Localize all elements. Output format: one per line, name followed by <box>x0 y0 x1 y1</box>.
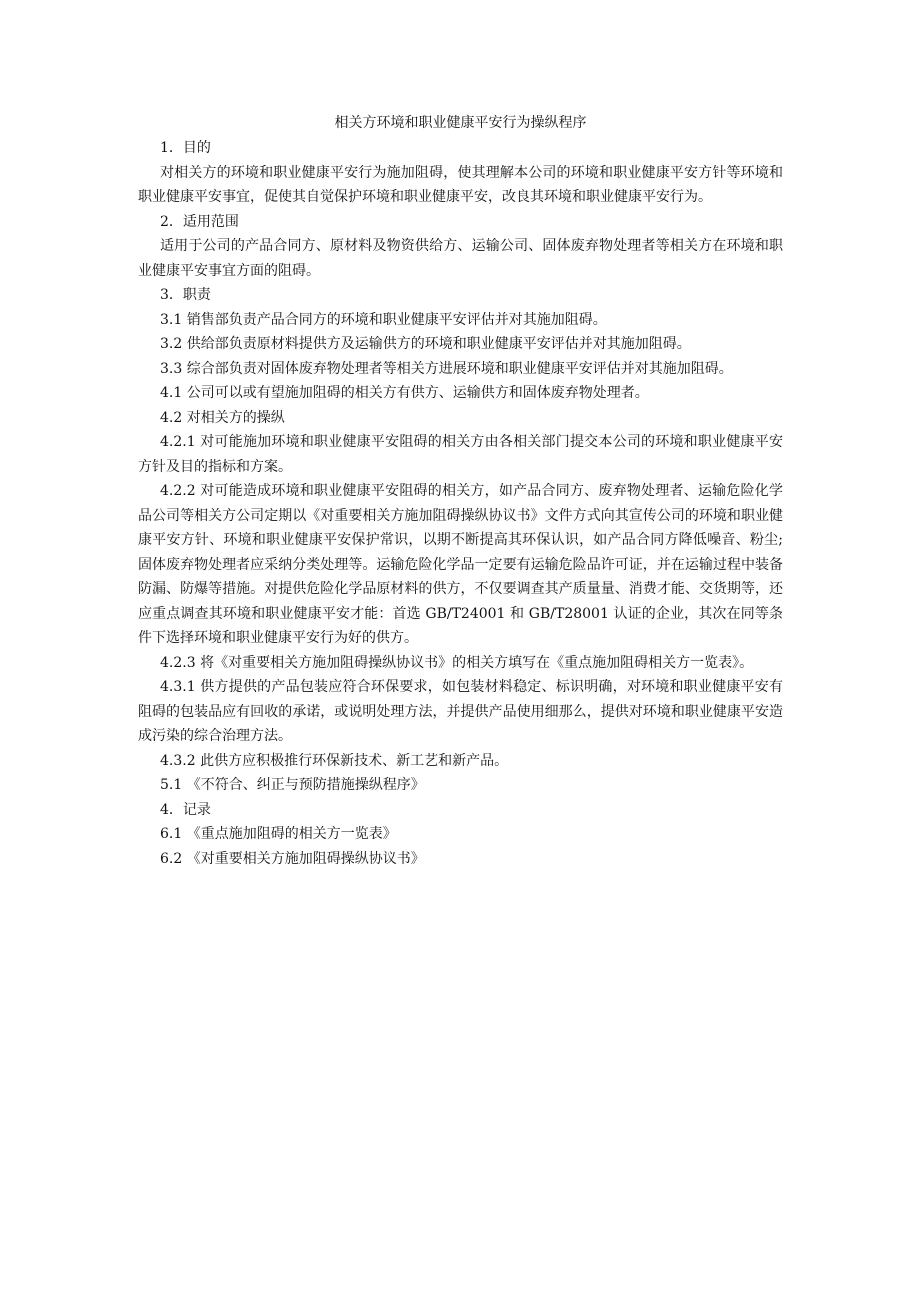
clause-5-1: 5.1 《不符合、纠正与预防措施操纵程序》 <box>160 777 425 793</box>
document-title: 相关方环境和职业健康平安行为操纵程序 <box>334 115 587 131</box>
clause-4-2-2: 4.2.2 对可能造成环境和职业健康平安阻碍的相关方，如产品合同方、废弃物处理者、运输危险化学品公司等相关方公司定期以《对重要相关方施加阻碍操纵协议书》文件方式向其宣传公司的环境和职业健康平安方针、环境和职业健康平安保护常识，以期不断提高其环保认识，如产品合同方降低噪音、粉尘; 固体废弃物处理者应采纳分类处理等。运输危险化学品一定要有运输危险品许可证，并在运输过程中装备防漏、防爆等措施。对提供危险化学品原材料的供方，不仅要调查其产质量量、消费才能、交货期等，还应重点调查其环境和职业健康平安才能：首选 GB/T24001 和 GB/T28001 认证的企业，其次在同等条件下选择环境和职业健康平安行为好的供方。 <box>138 483 783 646</box>
section-heading-responsibilities: 3．职责 <box>160 287 211 303</box>
clause-3-1: 3.1 销售部负责产品合同方的环境和职业健康平安评估并对其施加阻碍。 <box>160 311 607 328</box>
clause-4-2: 4.2 对相关方的操纵 <box>160 409 285 426</box>
record-6-1: 6.1 《重点施加阻碍的相关方一览表》 <box>160 826 397 842</box>
section-heading-purpose: 1．目的 <box>160 140 211 156</box>
clause-3-3: 3.3 综合部负责对固体废弃物处理者等相关方进展环境和职业健康平安评估并对其施加阻碍。 <box>160 360 733 377</box>
clause-4-2-3: 4.2.3 将《对重要相关方施加阻碍操纵协议书》的相关方填写在《重点施加阻碍相关方一览表》。 <box>160 654 754 671</box>
clause-4-1: 4.1 公司可以或有望施加阻碍的相关方有供方、运输供方和固体废弃物处理者。 <box>160 385 649 401</box>
clause-4-2-1: 4.2.1 对可能施加环境和职业健康平安阻碍的相关方由各相关部门提交本公司的环境和职业健康平安方针及目的指标和方案。 <box>138 434 783 475</box>
record-6-2: 6.2 《对重要相关方施加阻碍操纵协议书》 <box>160 850 425 867</box>
clause-4-3-1: 4.3.1 供方提供的产品包装应符合环保要求，如包装材料稳定、标识明确，对环境和职业健康平安有阻碍的包装品应有回收的承诺，或说明处理方法，并提供产品使用细那么，提供对环境和职业健康平安造成污染的综合治理方法。 <box>138 679 783 744</box>
scope-paragraph: 适用于公司的产品合同方、原材料及物资供给方、运输公司、固体废弃物处理者等相关方在环境和职业健康平安事宜方面的阻碍。 <box>138 238 783 279</box>
section-heading-scope: 2．适用范围 <box>160 213 239 230</box>
section-heading-records: 4．记录 <box>160 801 211 818</box>
clause-3-2: 3.2 供给部负责原材料提供方及运输供方的环境和职业健康平安评估并对其施加阻碍。 <box>160 336 691 352</box>
purpose-paragraph: 对相关方的环境和职业健康平安行为施加阻碍，使其理解本公司的环境和职业健康平安方针等环境和职业健康平安事宜，促使其自觉保护环境和职业健康平安，改良其环境和职业健康平安行为。 <box>138 164 783 205</box>
document-page <box>138 110 783 871</box>
clause-4-3-2: 4.3.2 此供方应积极推行环保新技术、新工艺和新产品。 <box>160 752 509 769</box>
